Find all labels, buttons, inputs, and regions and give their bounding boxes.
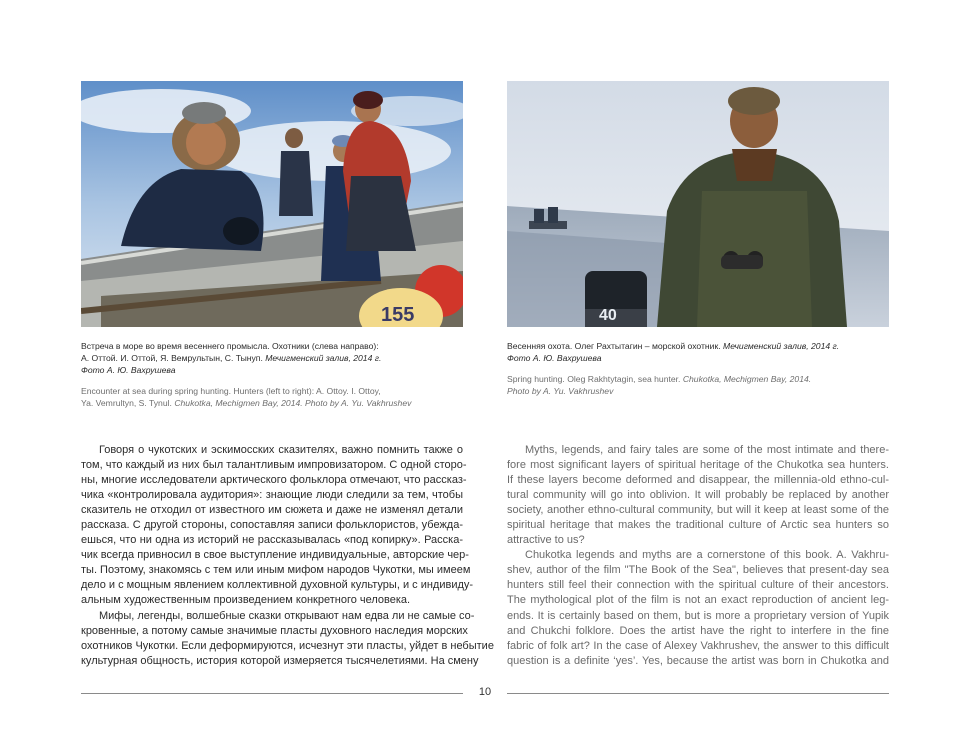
right-caption-ru <box>507 340 893 364</box>
left-caption-en-text: Encounter at sea during spring hunting. Hunters (left to right): A. Ottoy. I. Ottoy, <box>81 386 381 396</box>
en-text-line: question is a definite ‘yes’. Yes, because the artist was born in Chukotka and <box>507 654 889 667</box>
left-caption-en-line <box>81 386 381 396</box>
left-caption-ru-text: А. Оттой. И. Оттой, Я. Вемрультын, С. Тынуп. <box>81 353 266 363</box>
ru-text-line: Мифы, легенды, волшебные сказки открывают нам едва ли не самые со- <box>99 609 475 622</box>
sea-hunter-illustration <box>507 81 889 327</box>
buoy-number: 155 <box>381 304 415 326</box>
en-text-line: ends. It is certainly based on them, but is more a proprietary version of Yupik <box>507 609 889 622</box>
ru-text-line: ны, многие исследователи арктического фольклора отмечают, что рассказ- <box>81 474 467 487</box>
ru-text-line: чика «контролировала аудитория»: знающие люди следили за тем, чтобы <box>81 489 463 502</box>
left-caption-ru-text: Встреча в море во время весеннего промысла. Охотники (слева направо): <box>81 341 379 351</box>
ru-text-line: чик всегда привносил в свое выступление индивидуальные, авторские чер- <box>81 549 469 562</box>
ru-text-line: ты. Поэтому, знакомясь с тем или иным мифом народов Чукотки, мы имеем <box>81 564 471 577</box>
right-photo-caption <box>507 340 893 397</box>
right-caption-en-italic: Chukotka, Mechigmen Bay, 2014. <box>682 374 812 384</box>
en-text-line: attractive to us? <box>507 534 585 547</box>
left-caption-en-italic: Chukotka, Mechigmen Bay, 2014. Photo by A. Yu. Vakhrushev <box>174 398 412 408</box>
left-caption-ru-italic: Фото А. Ю. Вахрушева <box>81 365 176 375</box>
en-text-line: Chukotka legends and myths are a cornerstone of this book. A. Vakhru- <box>525 549 889 562</box>
right-caption-ru-italic: Фото А. Ю. Вахрушева <box>507 353 602 363</box>
en-text-line: Myths, legends, and fairy tales are some of the most intimate and there- <box>525 444 889 456</box>
left-caption-en-text: Ya. Vemrultyn, S. Tynul. <box>81 398 175 408</box>
ru-text-line: том, что каждый из них был талантливым импровизатором. С одной сторо- <box>81 459 467 472</box>
right-caption-en <box>507 373 893 397</box>
ru-text-line: ешься, что ни одна из историй не рассказывалась «под копирку». Расска- <box>81 534 463 547</box>
ru-text-line: рассказа. С другой стороны, сопоставляя записи фольклористов, убежда- <box>81 519 463 532</box>
right-caption-en-text: Spring hunting. Oleg Rakhtytagin, sea hunter. <box>507 374 683 384</box>
ru-text-line: Говоря о чукотских и эскимосских сказителях, важно помнить также о <box>99 444 463 456</box>
right-caption-en-line <box>507 386 613 396</box>
left-caption-en <box>81 385 467 409</box>
ru-text-line: охотников Чукотки. Если деформируются, исчезнут эти пласты, уйдет в небытие <box>81 639 494 652</box>
ru-text-line: культурная общность, история которой измеряется тысячелетиями. На смену <box>81 654 479 667</box>
left-caption-ru-line <box>81 365 176 375</box>
ru-text-line: кровенные, а потому самые значимые пласты духовного наследия морских <box>81 624 468 637</box>
en-text-line: fore most significant layers of spiritual heritage of the Chukotka sea hunters. <box>507 459 889 472</box>
footer-rule-left <box>81 693 463 694</box>
right-caption-ru-italic: Мечигменский залив, 2014 г. <box>723 341 840 351</box>
en-text-line: society, another ethno-cultural community, but will it keep at least some of the <box>507 504 889 517</box>
right-caption-en-line <box>507 374 811 384</box>
right-caption-en-italic: Photo by A. Yu. Vakhrushev <box>507 386 614 396</box>
motor-label: 40 <box>599 307 617 324</box>
ru-text-line: дело и с мощным явлением коллективной духовной культуры, и с индивиду- <box>81 579 474 592</box>
en-text-line: spiritual heritage that makes the traditional culture of Arctic sea hunters so <box>507 519 889 532</box>
left-photo-caption <box>81 340 467 409</box>
right-caption-ru-line <box>507 341 839 351</box>
ru-text-line: альным художественным произведением конкретного человека. <box>81 594 411 607</box>
right-caption-ru-line <box>507 353 602 363</box>
russian-body-text <box>81 443 494 669</box>
en-text-line: The mythological plot of the film is not an exact reproduction of ancient leg- <box>507 594 889 607</box>
left-caption-ru-line <box>81 353 381 363</box>
left-caption-ru <box>81 340 467 376</box>
left-caption-en-line <box>81 398 411 408</box>
hunters-boat-illustration <box>81 81 463 327</box>
en-text-line: shev, author of the film "The Book of the Sea", believes that present-day sea <box>507 564 889 577</box>
english-body-text <box>507 443 889 669</box>
footer-rule-right <box>507 693 889 694</box>
left-caption-ru-italic: Мечигменский залив, 2014 г. <box>265 353 382 363</box>
en-text-line: If these layers become deformed and disappear, the millennia-old ethno-cul- <box>507 474 889 487</box>
en-text-line: tural community will go into oblivion. It will probably be replaced by another <box>507 489 889 502</box>
en-text-line: fabric of folk art? In the case of Alexey Vakhrushev, the answer to this difficult <box>507 639 889 652</box>
en-text-line: hunters still feel their connection with the spiritual culture of their ancestors. <box>507 579 889 592</box>
hunters-boat-photo <box>81 81 463 327</box>
page-number: 10 <box>478 686 492 698</box>
left-caption-ru-line <box>81 341 379 351</box>
sea-hunter-photo <box>507 81 889 327</box>
ru-text-line: сказитель не отходил от известного им сюжета и даже не изменял детали <box>81 504 463 517</box>
right-caption-ru-text: Весенняя охота. Олег Рахтытагин – морской охотник. <box>507 341 724 351</box>
en-text-line: and Chukchi folklore. Does the artist have the right to interfere in the fine <box>507 624 889 637</box>
